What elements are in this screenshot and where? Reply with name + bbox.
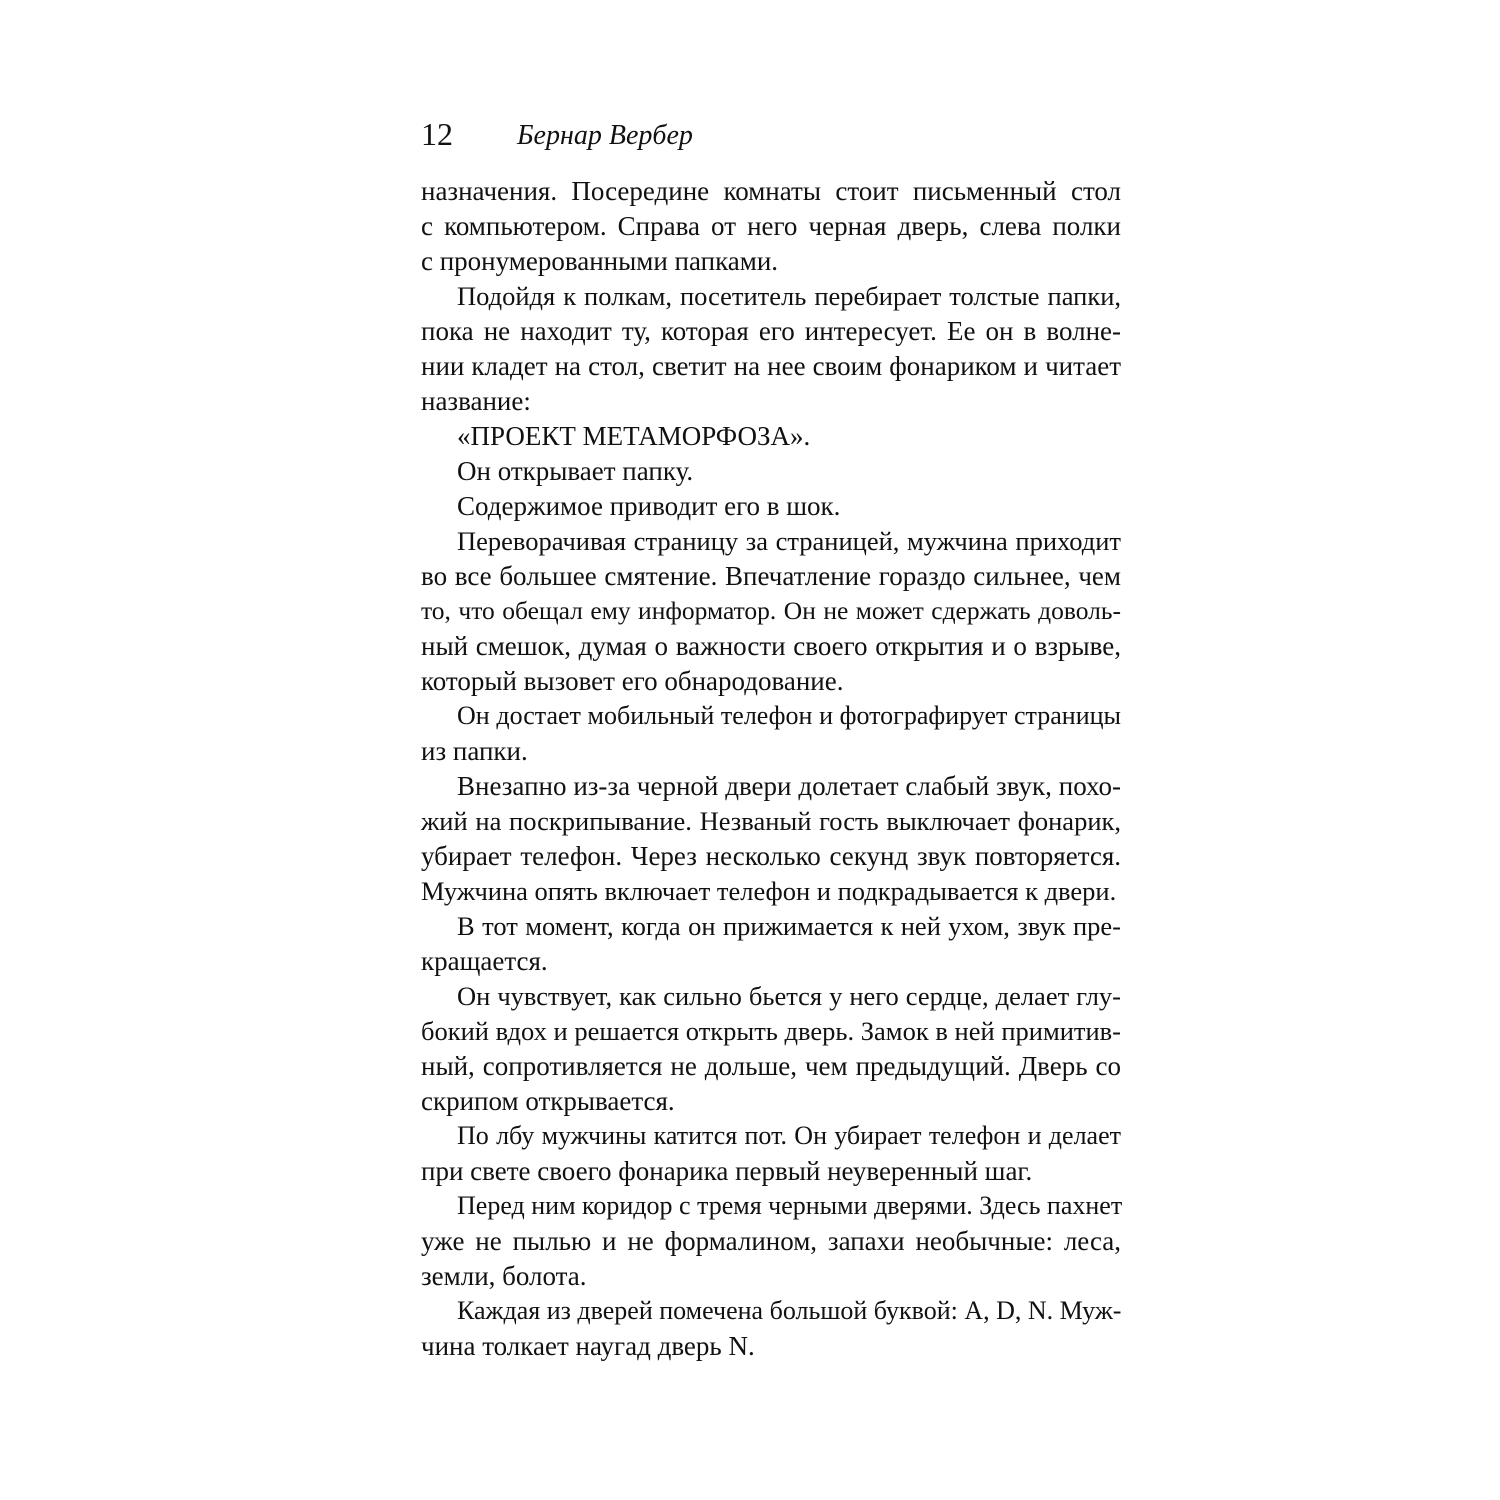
text-line: В тот момент, когда он прижимается к ней ухом, звук пре- — [457, 911, 1121, 941]
text-line: Он открывает папку. — [457, 456, 694, 486]
text-line: Перед ним коридор с тремя черными дверями. Здесь пахнет — [457, 1191, 1123, 1220]
text-line: ный смешок, думая о важности своего открытия и о взрыве, — [421, 631, 1121, 661]
text-line: Он достает мобильный телефон и фотографирует страницы — [457, 701, 1121, 730]
text-line: Подойдя к полкам, посетитель перебирает толстые папки, — [457, 281, 1121, 311]
text-line: Переворачивая страницу за страницей, мужчина приходит — [457, 526, 1121, 556]
running-head-author: Бернар Вербер — [517, 120, 693, 151]
page-number: 12 — [421, 116, 453, 152]
text-line: Мужчина опять включает телефон и подкрадывается к двери. — [421, 876, 1117, 906]
text-line: Каждая из дверей помечена большой буквой: A, D, N. Муж- — [457, 1296, 1122, 1325]
text-line: Содержимое приводит его в шок. — [457, 491, 841, 521]
text-line: Внезапно из-за черной двери долетает слабый звук, похо- — [457, 771, 1121, 801]
text-line: По лбу мужчины катится пот. Он убирает телефон и делает — [457, 1121, 1121, 1150]
text-line: убирает телефон. Через несколько секунд звук повторяется. — [421, 841, 1121, 871]
text-line: бокий вдох и решается открыть дверь. Замок в ней примитив- — [421, 1016, 1121, 1046]
text-line: нии кладет на стол, светит на нее своим фонариком и читает — [421, 351, 1121, 381]
text-line: назначения. Посередине комнаты стоит письменный стол — [421, 176, 1121, 206]
text-line: во все большее смятение. Впечатление гораздо сильнее, чем — [421, 561, 1121, 591]
text-line: с пронумерованными папками. — [421, 246, 779, 276]
text-line: при свете своего фонарика первый неуверенный шаг. — [421, 1156, 1033, 1186]
text-line: с компьютером. Справа от него черная дверь, слева полки — [421, 211, 1121, 241]
text-line: «ПРОЕКТ МЕТАМОРФОЗА». — [457, 421, 811, 451]
text-line: который вызовет его обнародование. — [421, 666, 844, 696]
text-line: то, что обещал ему информатор. Он не может сдержать доволь- — [421, 596, 1121, 625]
text-line: из папки. — [421, 736, 528, 766]
text-line: кращается. — [421, 946, 548, 976]
text-line: уже не пылью и не формалином, запахи необычные: леса, — [421, 1226, 1121, 1256]
text-line: чина толкает наугад дверь N. — [421, 1331, 755, 1361]
text-line: скрипом открывается. — [421, 1086, 675, 1116]
text-line: земли, болота. — [421, 1261, 587, 1291]
text-line: название: — [421, 386, 531, 416]
text-line: Он чувствует, как сильно бьется у него сердце, делает глу- — [457, 981, 1121, 1011]
text-line: жий на поскрипывание. Незваный гость выключает фонарик, — [421, 806, 1121, 836]
text-line: ный, сопротивляется не дольше, чем предыдущий. Дверь со — [421, 1051, 1121, 1081]
text-line: пока не находит ту, которая его интересует. Ее он в волне- — [421, 316, 1121, 346]
